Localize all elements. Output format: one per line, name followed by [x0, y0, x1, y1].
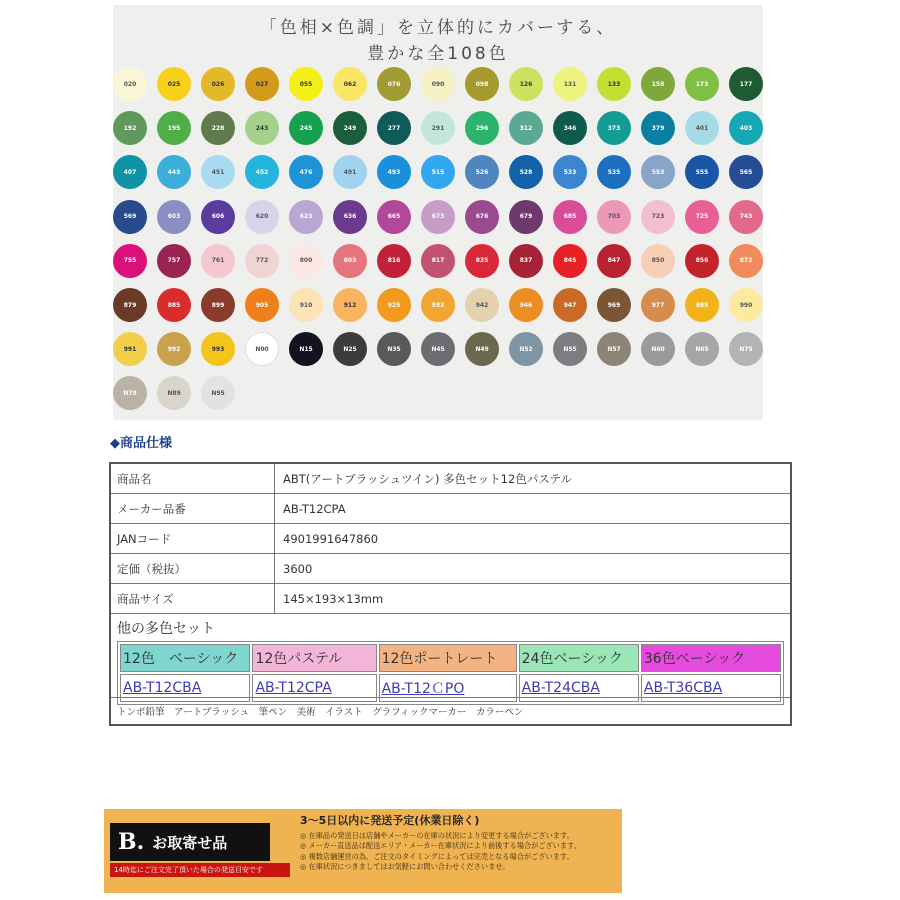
spec-row [111, 464, 790, 494]
banner-note: ◎ 在庫状況につきましてはお気軽にお問い合わせくださいませ。 [300, 861, 510, 871]
color-swatch: N89 [157, 376, 191, 410]
color-swatch: 673 [421, 200, 455, 234]
spec-value: 3600 [283, 561, 313, 576]
color-swatch: N49 [465, 332, 499, 366]
banner-letter: B. [118, 829, 145, 855]
color-swatch: 245 [289, 111, 323, 145]
color-swatch: 526 [465, 155, 499, 189]
color-swatch: 816 [377, 244, 411, 278]
color-swatch: N65 [685, 332, 719, 366]
color-swatch: 800 [289, 244, 323, 278]
color-swatch: 177 [729, 67, 763, 101]
color-swatch: 676 [465, 200, 499, 234]
color-swatch: 743 [729, 200, 763, 234]
color-swatch: 535 [597, 155, 631, 189]
banner-note: ◎ 在庫品の発送日は店舗やメーカーの在庫の状況により変更する場合がございます。 [300, 831, 574, 840]
color-swatch: N60 [641, 332, 675, 366]
color-swatch: 158 [641, 67, 675, 101]
color-swatch: N95 [201, 376, 235, 410]
color-swatch: N15 [289, 332, 323, 366]
color-swatch: 703 [597, 200, 631, 234]
banner-note: ◎ メーカー直送品は配送エリア・メーカー在庫状況により前後する場合がございます。 [300, 841, 581, 851]
color-swatch: 977 [641, 288, 675, 322]
color-swatch: 062 [333, 67, 367, 101]
color-swatch: 098 [465, 67, 499, 101]
color-swatch: N75 [729, 332, 763, 366]
set-link[interactable]: AB-T24CBA [521, 680, 600, 696]
color-swatch: 346 [553, 111, 587, 145]
palette-heading-line2: 豊かな全108色 [367, 44, 509, 64]
color-swatch: 620 [245, 200, 279, 234]
color-swatch: 515 [421, 155, 455, 189]
color-swatch: 192 [113, 111, 147, 145]
color-swatch: 173 [685, 67, 719, 101]
color-swatch: 606 [201, 200, 235, 234]
spec-row [111, 524, 790, 554]
spec-value: AB-T12CPA [283, 501, 346, 516]
color-swatch: 885 [157, 288, 191, 322]
keywords-row: トンボ鉛筆 アートブラッシュ 筆ペン 美術 イラスト グラフィックマーカー カラーペン [117, 707, 524, 718]
banner-note: ◎ 複数店舗運営の為、ご注文のタイミングによっては完売となる場合がございます。 [300, 851, 574, 861]
spec-key: 商品名 [111, 464, 275, 493]
set-link[interactable]: AB-T12ＣPO [381, 681, 465, 697]
banner-label: お取寄せ品 [152, 833, 228, 852]
other-sets-section [111, 614, 790, 698]
color-swatch: 277 [377, 111, 411, 145]
color-swatch: 533 [553, 155, 587, 189]
spec-key: 商品サイズ [111, 584, 275, 613]
color-swatch: 757 [157, 244, 191, 278]
color-swatch: 565 [729, 155, 763, 189]
color-swatch: 665 [377, 200, 411, 234]
banner-headline: 3〜5日以内に発送予定(休業日除く) [300, 814, 480, 827]
color-swatch: 845 [553, 244, 587, 278]
spec-table [109, 462, 792, 726]
color-swatch: 025 [157, 67, 191, 101]
spec-row [111, 584, 790, 614]
spec-value: 145×193×13mm [283, 591, 384, 606]
set-name-cell: 12色パステル [252, 644, 376, 672]
spec-section-title: ◆商品仕様 [110, 436, 172, 451]
palette-heading-line1: 「色相×色調」を立体的にカバーする、 [259, 18, 617, 38]
spec-row [111, 554, 790, 584]
color-swatch: 969 [597, 288, 631, 322]
set-name-cell: 12色ポートレート [379, 644, 517, 672]
color-swatch: 803 [333, 244, 367, 278]
spec-row [111, 494, 790, 524]
color-swatch: 403 [729, 111, 763, 145]
color-swatch: 837 [509, 244, 543, 278]
color-swatch: 443 [157, 155, 191, 189]
set-link[interactable]: AB-T36CBA [643, 680, 723, 696]
spec-key: JANコード [111, 524, 275, 553]
color-swatch: 379 [641, 111, 675, 145]
color-swatch: 243 [245, 111, 279, 145]
color-swatch: 133 [597, 67, 631, 101]
color-swatch: 946 [509, 288, 543, 322]
set-link[interactable]: AB-T12CPA [255, 680, 332, 696]
color-swatch: 555 [685, 155, 719, 189]
color-swatch: 992 [157, 332, 191, 366]
color-swatch: 835 [465, 244, 499, 278]
color-swatch: 847 [597, 244, 631, 278]
color-swatch: 373 [597, 111, 631, 145]
color-swatch: 755 [113, 244, 147, 278]
other-sets-title: 他の多色セット [117, 621, 215, 637]
spec-value: 4901991647860 [283, 531, 379, 546]
color-swatch: 055 [289, 67, 323, 101]
color-swatch: 131 [553, 67, 587, 101]
set-link[interactable]: AB-T12CBA [123, 680, 202, 696]
color-swatch: 076 [377, 67, 411, 101]
color-swatch: N55 [553, 332, 587, 366]
color-swatch: 491 [333, 155, 367, 189]
color-swatch: 991 [113, 332, 147, 366]
color-swatch: N79 [113, 376, 147, 410]
color-swatch: 026 [201, 67, 235, 101]
color-swatch: N45 [421, 332, 455, 366]
banner-label-box [110, 823, 270, 861]
color-swatch: 020 [113, 67, 147, 101]
color-swatch: 873 [729, 244, 763, 278]
color-swatch: 296 [465, 111, 499, 145]
color-swatch: N35 [377, 332, 411, 366]
color-swatch: 291 [421, 111, 455, 145]
color-swatch: 985 [685, 288, 719, 322]
color-palette-panel [113, 5, 763, 420]
color-swatch: 636 [333, 200, 367, 234]
color-swatch: 312 [509, 111, 543, 145]
color-swatch: 725 [685, 200, 719, 234]
color-swatch: 603 [157, 200, 191, 234]
color-swatch: 910 [289, 288, 323, 322]
shipping-banner [104, 809, 622, 893]
color-swatch: 990 [729, 288, 763, 322]
color-swatch: 905 [245, 288, 279, 322]
color-swatch: N57 [597, 332, 631, 366]
spec-value: ABT(アートブラッシュツイン) 多色セット12色パステル [283, 471, 573, 486]
color-swatch: 451 [201, 155, 235, 189]
color-swatch: 401 [685, 111, 719, 145]
spec-key: メーカー品番 [111, 494, 275, 523]
color-swatch: 407 [113, 155, 147, 189]
color-swatch: 249 [333, 111, 367, 145]
color-swatch: 528 [509, 155, 543, 189]
banner-right [300, 812, 618, 872]
set-name-cell: 24色ベーシック [519, 644, 639, 672]
color-swatch: 553 [641, 155, 675, 189]
color-swatch: 899 [201, 288, 235, 322]
color-swatch: 027 [245, 67, 279, 101]
color-swatch: N00 [245, 332, 279, 366]
color-swatch: N25 [333, 332, 367, 366]
other-sets-table [117, 641, 784, 705]
set-name-cell: 12色 ベーシック [120, 644, 250, 672]
set-name-cell: 36色ベーシック [641, 644, 781, 672]
color-swatch: 761 [201, 244, 235, 278]
color-swatch: 925 [377, 288, 411, 322]
color-swatch: 476 [289, 155, 323, 189]
color-swatch: 569 [113, 200, 147, 234]
color-swatch: 723 [641, 200, 675, 234]
color-swatch: 126 [509, 67, 543, 101]
color-swatch: 228 [201, 111, 235, 145]
spec-key: 定価（税抜） [111, 554, 275, 583]
color-swatch: 993 [201, 332, 235, 366]
color-swatch: 685 [553, 200, 587, 234]
color-swatch: 772 [245, 244, 279, 278]
color-swatch: 942 [465, 288, 499, 322]
color-swatch: 856 [685, 244, 719, 278]
color-swatch: 493 [377, 155, 411, 189]
color-swatch: 090 [421, 67, 455, 101]
color-swatch: 452 [245, 155, 279, 189]
color-swatch: 623 [289, 200, 323, 234]
color-swatch: 679 [509, 200, 543, 234]
color-swatch: 850 [641, 244, 675, 278]
banner-left [104, 809, 296, 893]
color-swatch: 933 [421, 288, 455, 322]
color-swatch: 912 [333, 288, 367, 322]
color-swatch: N52 [509, 332, 543, 366]
banner-red-note: 14時迄にご注文完了頂いた場合の発送目安です [110, 863, 290, 877]
color-swatch: 817 [421, 244, 455, 278]
color-swatch: 195 [157, 111, 191, 145]
color-swatch: 879 [113, 288, 147, 322]
color-swatch: 947 [553, 288, 587, 322]
